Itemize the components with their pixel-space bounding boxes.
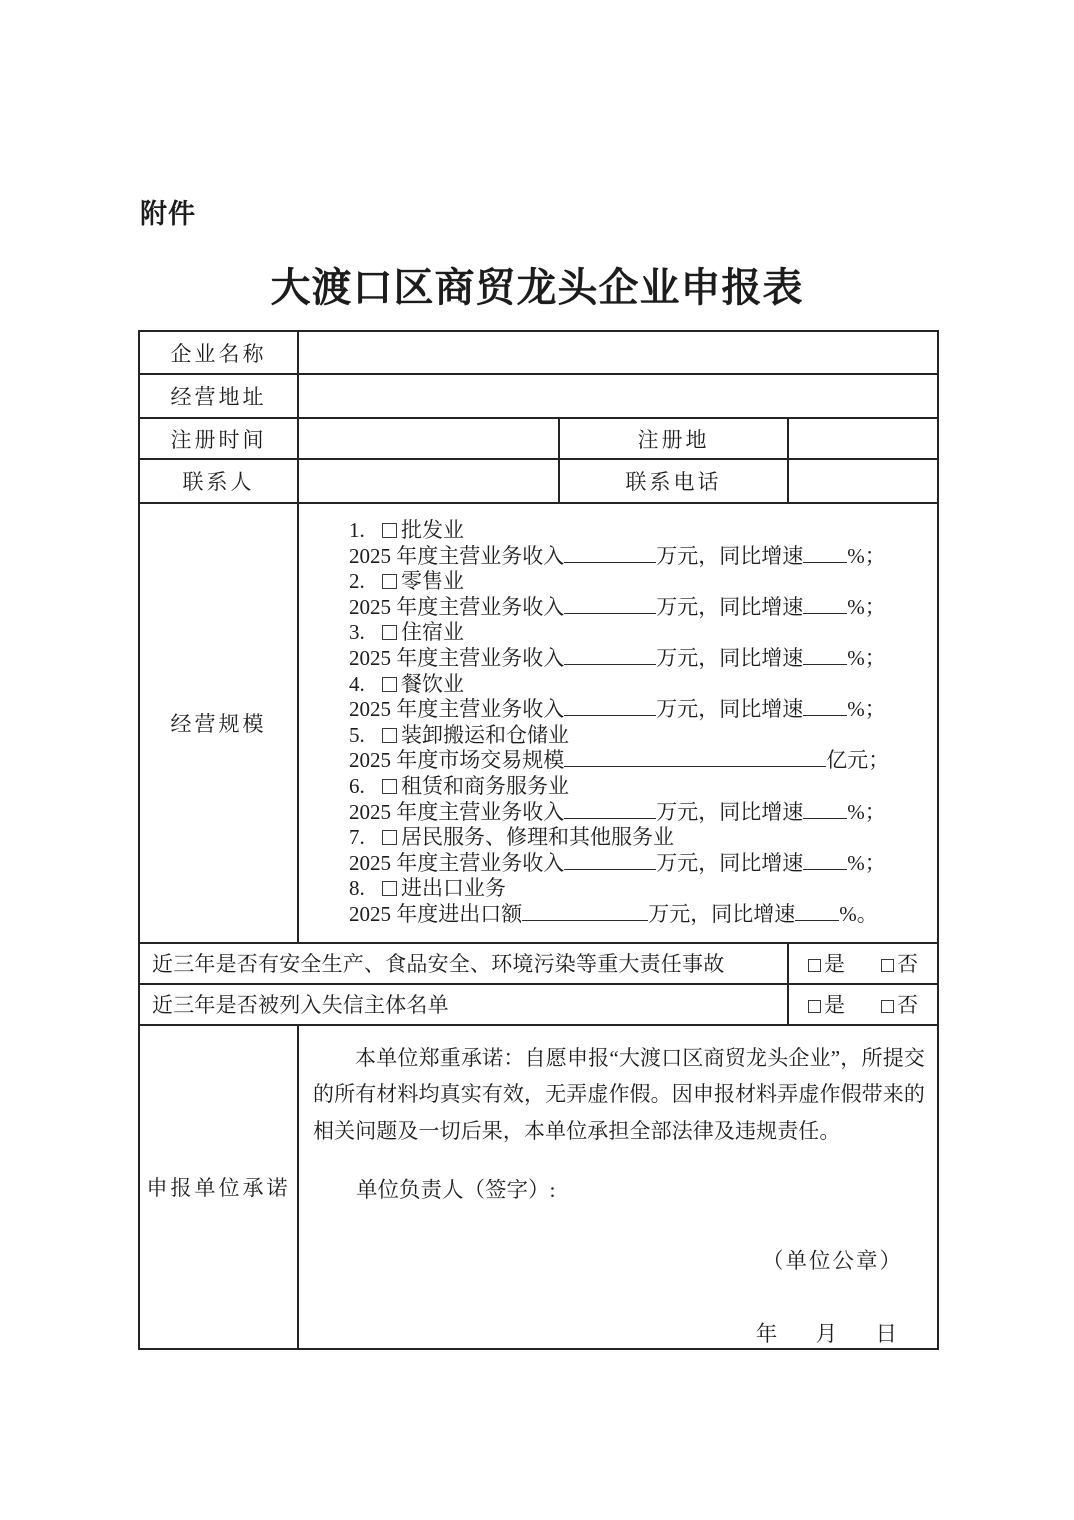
no-option[interactable] xyxy=(881,989,918,1019)
detail-suffix: 亿元； xyxy=(826,748,890,773)
scale-item-row xyxy=(349,723,927,749)
checkbox-no-icon[interactable] xyxy=(881,959,894,972)
signature-label[interactable]: 单位负责人（签字）: xyxy=(356,1178,556,1202)
detail-mid: 万元，同比增速 xyxy=(656,543,804,568)
yes-label: 是 xyxy=(824,952,846,976)
commitment-content xyxy=(298,1025,938,1350)
growth-blank-field[interactable] xyxy=(803,852,847,870)
revenue-blank-field[interactable] xyxy=(564,698,656,716)
safety-accident-question: 近三年是否有安全生产、食品安全、环境污染等重大责任事故 xyxy=(139,943,788,984)
checkbox-warehousing-icon[interactable] xyxy=(382,728,397,743)
yes-option[interactable] xyxy=(808,948,845,978)
scale-item-number: 6. xyxy=(349,773,365,798)
application-form-table xyxy=(138,330,939,1350)
detail-prefix: 2025 年度主营业务收入 xyxy=(349,645,565,670)
row-dishonest-list xyxy=(139,984,938,1025)
row-business-address xyxy=(139,374,938,418)
detail-prefix: 2025 年度主营业务收入 xyxy=(349,543,565,568)
growth-blank-field[interactable] xyxy=(803,545,847,563)
revenue-blank-field[interactable] xyxy=(564,647,656,665)
dishonest-list-question: 近三年是否被列入失信主体名单 xyxy=(139,984,788,1025)
contact-person-label: 联系人 xyxy=(139,459,298,503)
scale-item-row xyxy=(349,876,927,902)
scale-item-detail xyxy=(349,902,927,928)
detail-suffix: %； xyxy=(847,543,886,568)
detail-mid: 万元，同比增速 xyxy=(648,901,796,926)
scale-item-detail xyxy=(349,646,927,672)
contact-person-input-cell[interactable] xyxy=(298,459,559,503)
business-address-input-cell[interactable] xyxy=(298,374,938,418)
row-commitment xyxy=(139,1025,938,1350)
scale-item-row xyxy=(349,518,927,544)
checkbox-wholesale-icon[interactable] xyxy=(382,523,397,538)
checkbox-import-export-icon[interactable] xyxy=(382,881,397,896)
scale-item-number: 1. xyxy=(349,518,365,542)
scale-item-name: 装卸搬运和仓储业 xyxy=(401,722,569,747)
scale-item-number: 2. xyxy=(349,569,365,594)
detail-suffix: %； xyxy=(847,850,886,875)
detail-prefix: 2025 年度主营业务收入 xyxy=(349,799,565,824)
detail-prefix: 2025 年度主营业务收入 xyxy=(349,697,565,722)
scale-item-name: 住宿业 xyxy=(401,620,464,645)
scale-item-detail xyxy=(349,544,927,570)
row-contact xyxy=(139,459,938,503)
registration-place-input-cell[interactable] xyxy=(788,418,938,459)
revenue-blank-field[interactable] xyxy=(564,852,656,870)
checkbox-catering-icon[interactable] xyxy=(382,677,397,692)
scale-item-row xyxy=(349,672,927,698)
revenue-blank-field[interactable] xyxy=(564,596,656,614)
scale-item-number: 7. xyxy=(349,825,365,850)
detail-prefix: 2025 年度主营业务收入 xyxy=(349,594,565,619)
detail-suffix: %； xyxy=(847,645,886,670)
scale-item-name: 零售业 xyxy=(401,569,464,594)
page-title: 大渡口区商贸龙头企业申报表 xyxy=(270,265,804,310)
detail-prefix: 2025 年度进出口额 xyxy=(349,901,523,926)
detail-mid: 万元，同比增速 xyxy=(656,799,804,824)
yes-label: 是 xyxy=(824,993,846,1017)
scale-item-number: 4. xyxy=(349,671,365,696)
growth-blank-field[interactable] xyxy=(803,698,847,716)
checkbox-resident-services-icon[interactable] xyxy=(382,830,397,845)
business-scale-label: 经营规模 xyxy=(139,503,298,943)
registration-time-label: 注册时间 xyxy=(139,418,298,459)
scale-item-number: 3. xyxy=(349,620,365,645)
scale-item-row xyxy=(349,825,927,851)
date-month-label: 月 xyxy=(815,1322,838,1346)
trade-scale-blank-field[interactable] xyxy=(564,749,826,767)
registration-time-input-cell[interactable] xyxy=(298,418,559,459)
growth-blank-field[interactable] xyxy=(803,596,847,614)
commitment-label: 申报单位承诺 xyxy=(139,1025,298,1350)
dishonest-list-answer-cell xyxy=(788,984,938,1025)
company-seal-label: （单位公章） xyxy=(762,1249,904,1273)
scale-item-name: 租赁和商务服务业 xyxy=(401,773,569,798)
commitment-paragraph: 本单位郑重承诺：自愿申报“大渡口区商贸龙头企业”，所提交的所有材料均真实有效，无弄虚作假。因申报材料弄虚作假带来的相关问题及一切后果，本单位承担全部法律及违规责任。 xyxy=(313,1045,925,1143)
detail-prefix: 2025 年度市场交易规模 xyxy=(349,748,565,773)
row-registration xyxy=(139,418,938,459)
detail-mid: 万元，同比增速 xyxy=(656,697,804,722)
growth-blank-field[interactable] xyxy=(795,903,839,921)
import-export-blank-field[interactable] xyxy=(522,903,648,921)
scale-item-row xyxy=(349,620,927,646)
no-label: 否 xyxy=(897,993,919,1017)
detail-suffix: %； xyxy=(847,799,886,824)
detail-mid: 万元，同比增速 xyxy=(656,594,804,619)
detail-mid: 万元，同比增速 xyxy=(656,645,804,670)
safety-accident-answer-cell xyxy=(788,943,938,984)
no-option[interactable] xyxy=(881,948,918,978)
row-business-scale xyxy=(139,503,938,943)
checkbox-accommodation-icon[interactable] xyxy=(382,625,397,640)
scale-item-name: 进出口业务 xyxy=(401,876,506,901)
checkbox-retail-icon[interactable] xyxy=(382,574,397,589)
contact-phone-input-cell[interactable] xyxy=(788,459,938,503)
date-year-label: 年 xyxy=(755,1322,778,1346)
attachment-label: 附件 xyxy=(140,199,196,229)
checkbox-yes-icon[interactable] xyxy=(808,959,821,972)
contact-phone-label: 联系电话 xyxy=(559,459,788,503)
company-name-label: 企业名称 xyxy=(139,331,298,374)
registration-place-label: 注册地 xyxy=(559,418,788,459)
detail-suffix: %； xyxy=(847,594,886,619)
growth-blank-field[interactable] xyxy=(803,647,847,665)
company-name-input-cell[interactable] xyxy=(298,331,938,374)
date-day-label: 日 xyxy=(875,1322,898,1346)
no-label: 否 xyxy=(897,952,919,976)
scale-item-detail xyxy=(349,851,927,877)
business-address-label: 经营地址 xyxy=(139,374,298,418)
checkbox-leasing-services-icon[interactable] xyxy=(382,779,397,794)
revenue-blank-field[interactable] xyxy=(564,801,656,819)
scale-item-detail xyxy=(349,595,927,621)
date-line[interactable] xyxy=(313,1317,925,1348)
scale-item-row xyxy=(349,774,927,800)
detail-prefix: 2025 年度主营业务收入 xyxy=(349,850,565,875)
scale-item-number: 8. xyxy=(349,876,365,901)
revenue-blank-field[interactable] xyxy=(564,545,656,563)
scale-item-detail xyxy=(349,748,927,774)
scale-item-row xyxy=(349,569,927,595)
detail-suffix: %； xyxy=(847,697,886,722)
checkbox-no-icon[interactable] xyxy=(881,1000,894,1013)
growth-blank-field[interactable] xyxy=(803,801,847,819)
business-scale-content xyxy=(298,503,938,943)
yes-option[interactable] xyxy=(808,989,845,1019)
scale-item-number: 5. xyxy=(349,722,365,747)
scale-item-name: 餐饮业 xyxy=(401,671,464,696)
scale-item-detail xyxy=(349,800,927,826)
scale-item-detail xyxy=(349,697,927,723)
checkbox-yes-icon[interactable] xyxy=(808,1000,821,1013)
scale-item-name: 批发业 xyxy=(401,518,464,542)
detail-suffix: %。 xyxy=(839,901,878,926)
row-company-name xyxy=(139,331,938,374)
row-safety-accidents xyxy=(139,943,938,984)
scale-item-name: 居民服务、修理和其他服务业 xyxy=(401,825,674,850)
detail-mid: 万元，同比增速 xyxy=(656,850,804,875)
